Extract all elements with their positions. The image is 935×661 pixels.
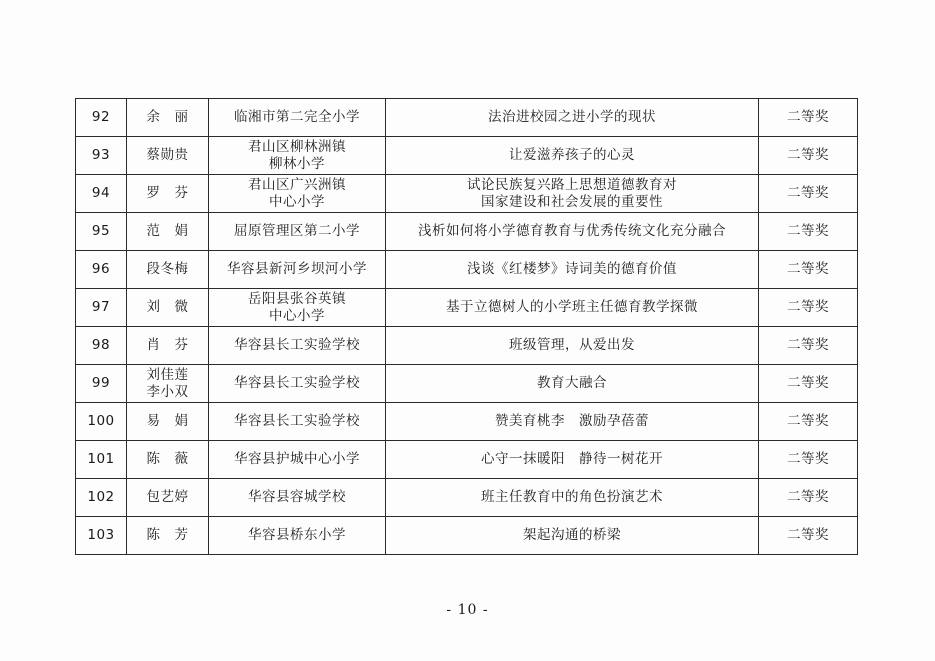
author-name: 包艺婷 bbox=[127, 479, 209, 517]
page-number: - 10 - bbox=[446, 602, 489, 618]
row-number: 95 bbox=[76, 213, 127, 251]
row-number: 94 bbox=[76, 175, 127, 213]
award-level: 二等奖 bbox=[759, 365, 858, 403]
row-number: 93 bbox=[76, 137, 127, 175]
paper-title: 基于立德树人的小学班主任德育教学探微 bbox=[386, 289, 759, 327]
author-name: 陈 薇 bbox=[127, 441, 209, 479]
paper-title: 让爱滋养孩子的心灵 bbox=[386, 137, 759, 175]
award-level: 二等奖 bbox=[759, 289, 858, 327]
paper-title: 浅析如何将小学德育教育与优秀传统文化充分融合 bbox=[386, 213, 759, 251]
award-level: 二等奖 bbox=[759, 175, 858, 213]
award-level: 二等奖 bbox=[759, 251, 858, 289]
row-number: 97 bbox=[76, 289, 127, 327]
table-row bbox=[76, 327, 858, 365]
author-name: 刘 微 bbox=[127, 289, 209, 327]
row-number: 101 bbox=[76, 441, 127, 479]
school-name: 华容县容城学校 bbox=[209, 479, 386, 517]
school-name: 岳阳县张谷英镇 中心小学 bbox=[209, 289, 386, 327]
row-number: 100 bbox=[76, 403, 127, 441]
award-table-body bbox=[76, 99, 858, 555]
table-row bbox=[76, 251, 858, 289]
table-row bbox=[76, 365, 858, 403]
award-level: 二等奖 bbox=[759, 99, 858, 137]
table-row bbox=[76, 175, 858, 213]
author-name: 段冬梅 bbox=[127, 251, 209, 289]
award-level: 二等奖 bbox=[759, 213, 858, 251]
paper-title: 心守一抹暖阳 静待一树花开 bbox=[386, 441, 759, 479]
school-name: 华容县长工实验学校 bbox=[209, 365, 386, 403]
paper-title: 架起沟通的桥梁 bbox=[386, 517, 759, 555]
school-name: 华容县长工实验学校 bbox=[209, 327, 386, 365]
author-name: 陈 芳 bbox=[127, 517, 209, 555]
award-level: 二等奖 bbox=[759, 441, 858, 479]
award-level: 二等奖 bbox=[759, 137, 858, 175]
school-name: 君山区柳林洲镇 柳林小学 bbox=[209, 137, 386, 175]
award-level: 二等奖 bbox=[759, 403, 858, 441]
paper-title: 赞美育桃李 激励孕蓓蕾 bbox=[386, 403, 759, 441]
author-name: 蔡勋贵 bbox=[127, 137, 209, 175]
school-name: 屈原管理区第二小学 bbox=[209, 213, 386, 251]
table-row bbox=[76, 99, 858, 137]
paper-title: 法治进校园之进小学的现状 bbox=[386, 99, 759, 137]
paper-title: 试论民族复兴路上思想道德教育对 国家建设和社会发展的重要性 bbox=[386, 175, 759, 213]
author-name: 罗 芬 bbox=[127, 175, 209, 213]
award-level: 二等奖 bbox=[759, 327, 858, 365]
paper-title: 教育大融合 bbox=[386, 365, 759, 403]
author-name: 易 娟 bbox=[127, 403, 209, 441]
school-name: 华容县桥东小学 bbox=[209, 517, 386, 555]
row-number: 102 bbox=[76, 479, 127, 517]
table-row bbox=[76, 517, 858, 555]
author-name: 余 丽 bbox=[127, 99, 209, 137]
row-number: 103 bbox=[76, 517, 127, 555]
school-name: 临湘市第二完全小学 bbox=[209, 99, 386, 137]
table-row bbox=[76, 213, 858, 251]
award-level: 二等奖 bbox=[759, 479, 858, 517]
row-number: 92 bbox=[76, 99, 127, 137]
row-number: 96 bbox=[76, 251, 127, 289]
award-level: 二等奖 bbox=[759, 517, 858, 555]
school-name: 华容县长工实验学校 bbox=[209, 403, 386, 441]
table-row bbox=[76, 289, 858, 327]
row-number: 98 bbox=[76, 327, 127, 365]
school-name: 华容县护城中心小学 bbox=[209, 441, 386, 479]
author-name: 刘佳莲 李小双 bbox=[127, 365, 209, 403]
paper-title: 班级管理，从爱出发 bbox=[386, 327, 759, 365]
row-number: 99 bbox=[76, 365, 127, 403]
author-name: 范 娟 bbox=[127, 213, 209, 251]
school-name: 君山区广兴洲镇 中心小学 bbox=[209, 175, 386, 213]
school-name: 华容县新河乡坝河小学 bbox=[209, 251, 386, 289]
table-row bbox=[76, 441, 858, 479]
author-name: 肖 芬 bbox=[127, 327, 209, 365]
table-row bbox=[76, 137, 858, 175]
award-table bbox=[75, 98, 858, 555]
table-row bbox=[76, 479, 858, 517]
table-row bbox=[76, 403, 858, 441]
paper-title: 浅谈《红楼梦》诗词美的德育价值 bbox=[386, 251, 759, 289]
paper-title: 班主任教育中的角色扮演艺术 bbox=[386, 479, 759, 517]
